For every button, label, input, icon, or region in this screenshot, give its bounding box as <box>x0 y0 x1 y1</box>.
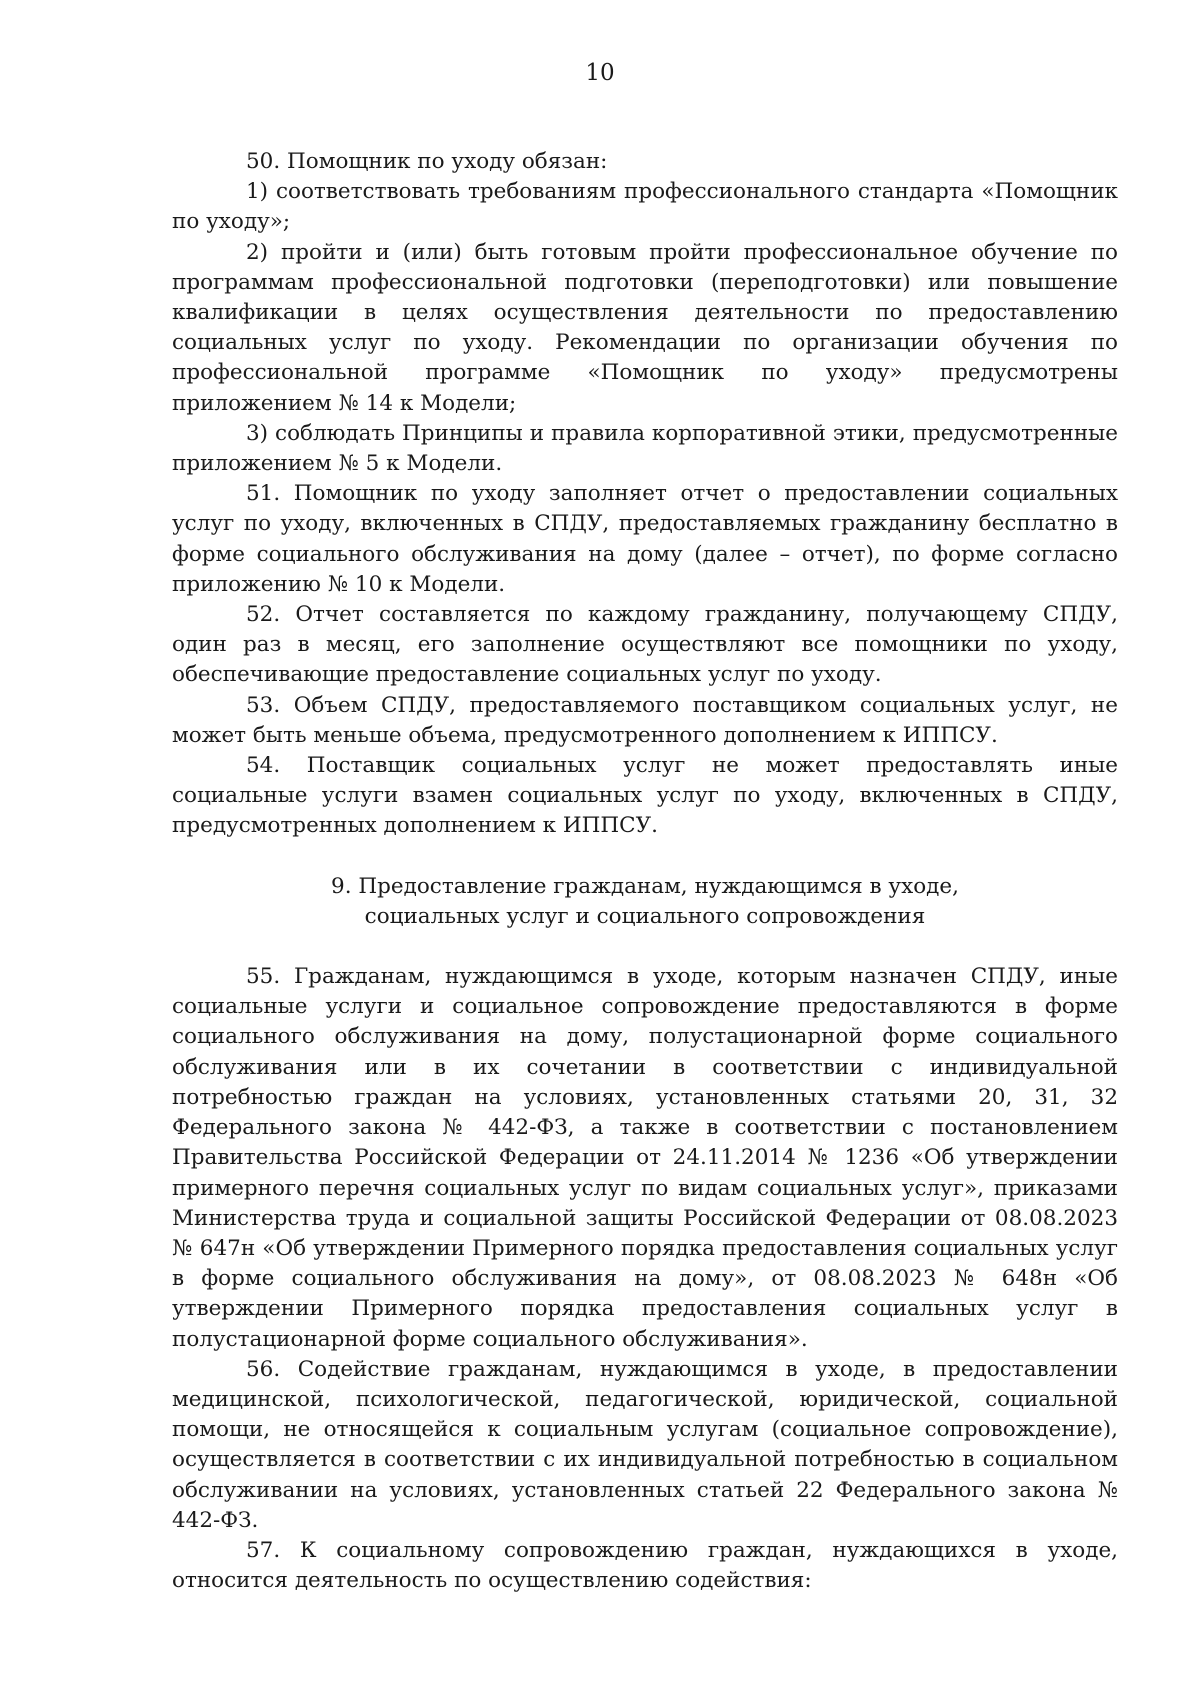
section-heading-line-1: 9. Предоставление гражданам, нуждающимся в уходе, <box>331 873 959 899</box>
paragraph-50-item-2: 2) пройти и (или) быть готовым пройти профессиональное обучение по программам профессиональной подготовки (переподготовки) или повышение квалификации в целях осуществления деятельности по предоставлению социальных услуг по уходу. Рекомендации по организации обучения по профессиональной программе «Помощник по уходу» предусмотрены приложением № 14 к Модели; <box>172 239 1118 416</box>
paragraph-56: 56. Содействие гражданам, нуждающимся в уходе, в предоставлении медицинской, психологической, педагогической, юридической, социальной помощи, не относящейся к социальным услугам (социальное сопровождение), осуществляется в соответствии с их индивидуальной потребностью в социальном обслуживании на условиях, установленных статьей 22 Федерального закона № 442-ФЗ. <box>172 1356 1118 1533</box>
section-heading <box>172 872 1118 932</box>
page-number: 10 <box>585 60 615 86</box>
document-body <box>172 147 1118 1596</box>
paragraph-53: 53. Объем СПДУ, предоставляемого поставщиком социальных услуг, не может быть меньше объема, предусмотренного дополнением к ИППСУ. <box>172 692 1118 748</box>
paragraph-54: 54. Поставщик социальных услуг не может предоставлять иные социальные услуги взамен социальных услуг по уходу, включенных в СПДУ, предусмотренных дополнением к ИППСУ. <box>172 753 1118 839</box>
paragraph-50-item-1: 1) соответствовать требованиям профессионального стандарта «Помощник по уходу»; <box>172 179 1118 235</box>
paragraph-50: 50. Помощник по уходу обязан: <box>246 149 608 174</box>
paragraph-55: 55. Гражданам, нуждающимся в уходе, которым назначен СПДУ, иные социальные услуги и социальное сопровождение предоставляются в форме социального обслуживания на дому, полустационарной форме социального обслуживания или в их сочетании в соответствии с индивидуальной потребностью граждан на условиях, установленных статьями 20, 31, 32 Федерального закона № 442-ФЗ, а также в соответствии с постановлением Правительства Российской Федерации от 24.11.2014 № 1236 «Об утверждении примерного перечня социальных услуг по видам социальных услуг», приказами Министерства труда и социальной защиты Российской Федерации от 08.08.2023 № 647н «Об утверждении Примерного порядка предоставления социальных услуг в форме социального обслуживания на дому», от 08.08.2023 № 648н «Об утверждении Примерного порядка предоставления социальных услуг в полустационарной форме социального обслуживания». <box>172 964 1118 1352</box>
paragraph-50-item-3: 3) соблюдать Принципы и правила корпоративной этики, предусмотренные приложением № 5 к Модели. <box>172 420 1118 477</box>
paragraph-52: 52. Отчет составляется по каждому гражданину, получающему СПДУ, один раз в месяц, его заполнение осуществляют все помощники по уходу, обеспечивающие предоставление социальных услуг по уходу. <box>172 602 1118 688</box>
paragraph-51: 51. Помощник по уходу заполняет отчет о предоставлении социальных услуг по уходу, включенных в СПДУ, предоставляемых гражданину бесплатно в форме социального обслуживания на дому (далее – отчет), по форме согласно приложению № 10 к Модели. <box>172 481 1118 597</box>
paragraph-57: 57. К социальному сопровождению граждан, нуждающихся в уходе, относится деятельность по осуществлению содействия: <box>172 1537 1118 1594</box>
section-heading-line-2: социальных услуг и социального сопровождения <box>364 903 926 929</box>
